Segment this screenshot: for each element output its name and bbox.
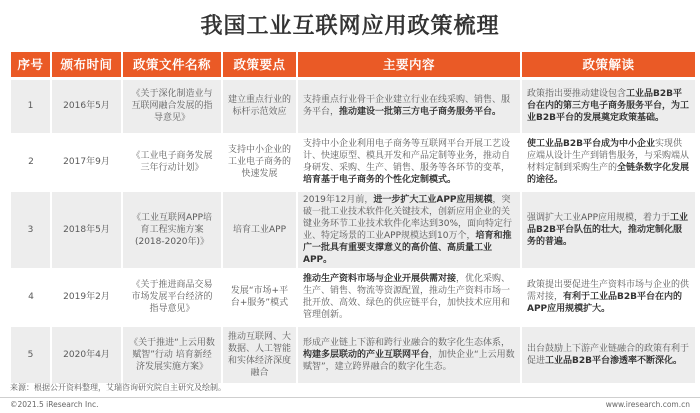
- interp-text: 政策指出要推动建设包含: [527, 89, 627, 99]
- content-highlight: 构建多层联动的产业互联网平台: [303, 349, 430, 360]
- row-doc: 《关于推进“上云用数赋智”行动 培育新经济发展实施方案》: [122, 325, 222, 383]
- source-note: 来源：根据公开资料整理，艾瑞咨询研究院自主研究及绘制。: [10, 383, 226, 392]
- row-doc: 《工业互联网APP培育工程实施方案(2018-2020年)》: [122, 190, 222, 269]
- footer-divider: [0, 397, 700, 398]
- row-interp: [521, 325, 695, 383]
- row-interp: [521, 269, 695, 325]
- row-date: 2020年4月: [51, 325, 122, 383]
- content-highlight: 进一步扩大工业APP应用规模: [373, 194, 493, 205]
- content-highlight-2: 培育和推广一批具有重要支撑意义的高价值、高质量工业APP。: [303, 230, 512, 265]
- header-interp: 政策解读: [521, 52, 695, 78]
- interp-highlight: 使工业品B2B平台成为中小企业: [527, 139, 655, 149]
- page-title: 我国工业互联网应用政策梳理: [200, 14, 500, 39]
- content-text: 形成产业链上下游和跨行业融合的数字化生态体系，: [303, 337, 511, 348]
- row-content: [297, 190, 521, 269]
- row-date: 2018年5月: [51, 190, 122, 269]
- table-row: [11, 269, 695, 325]
- content-text: 支持重点行业骨干企业建立行业在线采购、销售、服务平台，: [303, 95, 511, 117]
- row-point: 发展“市场+平台+服务”模式: [222, 269, 297, 325]
- row-no: 4: [11, 269, 51, 325]
- interp-highlight: 工业品B2B平台渗透率不断深化。: [545, 355, 682, 366]
- content-highlight: 培育基于电子商务的个性化定制模式。: [303, 175, 457, 185]
- row-no: 2: [11, 134, 51, 190]
- policy-table: [10, 52, 695, 383]
- interp-text: 实现供应端从设计生产到销售服务，与采购端从材料定制到采购生产的: [527, 139, 690, 173]
- interp-text: 出台鼓励上下游产业链融合的政策有利于促进: [527, 343, 690, 366]
- interp-text: 强调扩大工业APP应用规模，着力于: [527, 212, 671, 223]
- content-text: ，突破一批工业技术软件化关键技术，创新应用企业的关键业务环节工业技术软件化率达到30%，面向特定行业、特定场景的工业APP规模达到10万个，: [303, 194, 513, 241]
- row-date: 2019年2月: [51, 269, 122, 325]
- row-content: [297, 134, 521, 190]
- table-row: [11, 78, 695, 134]
- header-no: 序号: [11, 52, 51, 78]
- row-content: [297, 78, 521, 134]
- row-point: 推动互联网、大数据、人工智能和实体经济深度融合: [222, 325, 297, 383]
- row-doc: 《关于深化制造业与互联网融合发展的指导意见》: [122, 78, 222, 134]
- row-content: [297, 325, 521, 383]
- website-link[interactable]: www.iresearch.com.cn: [605, 400, 690, 409]
- row-content: [297, 269, 521, 325]
- content-highlight: 推动生产资料市场与企业开展供需对接: [303, 274, 457, 284]
- content-highlight: 推动建设一批第三方电子商务服务平台。: [339, 107, 502, 117]
- row-interp: [521, 190, 695, 269]
- row-interp: [521, 134, 695, 190]
- interp-highlight-2: 全链条数字化发展的途径。: [527, 163, 690, 185]
- content-text: 支持中小企业利用电子商务等互联网平台开展工艺设计、快速原型、模具开发和产品定制等业务，推动自身研发、采购、生产、销售、服务等各环节的变革，: [303, 139, 511, 173]
- header-content: 主要内容: [297, 52, 521, 78]
- row-point: 建立重点行业的标杆示范效应: [222, 78, 297, 134]
- row-no: 3: [11, 190, 51, 269]
- row-interp: [521, 78, 695, 134]
- row-doc: 《工业电子商务发展三年行动计划》: [122, 134, 222, 190]
- header-doc: 政策文件名称: [122, 52, 222, 78]
- interp-highlight: 有利于工业品B2B平台在内的APP应用规模扩大。: [527, 292, 682, 314]
- header-point: 政策要点: [222, 52, 297, 78]
- table-row: [11, 325, 695, 383]
- interp-text: 政策提出要促进生产资料市场与企业的供需对接，: [527, 280, 690, 302]
- row-date: 2016年5月: [51, 78, 122, 134]
- content-prefix: 2019年12月前，: [303, 194, 374, 205]
- row-point: 支持中小企业的工业电子商务的快速发展: [222, 134, 297, 190]
- interp-highlight: 工业品B2B平台在内的第三方电子商务服务平台，为工业B2B平台的发展奠定政策基础。: [527, 89, 690, 123]
- table-row: [11, 134, 695, 190]
- content-suffix: ，加快企业“上云用数赋智”，建立跨界融合的数字化生态。: [303, 349, 515, 372]
- table-row: [11, 190, 695, 269]
- interp-highlight: 工业品B2B平台队伍的壮大，推动定制化服务的普遍。: [527, 212, 689, 247]
- copyright: ©2021.5 iResearch Inc.: [10, 400, 99, 409]
- row-no: 5: [11, 325, 51, 383]
- row-point: 培育工业APP: [222, 190, 297, 269]
- row-date: 2017年9月: [51, 134, 122, 190]
- content-text: ，优化采购、生产、销售、物流等资源配置，推动生产资料市场一批开放、高效、绿色的供应链平台，加快技术应用和管理创新。: [303, 274, 511, 320]
- header-date: 颁布时间: [51, 52, 122, 78]
- row-no: 1: [11, 78, 51, 134]
- table-header-row: [11, 52, 695, 78]
- row-doc: 《关于推进商品交易市场发展平台经济的指导意见》: [122, 269, 222, 325]
